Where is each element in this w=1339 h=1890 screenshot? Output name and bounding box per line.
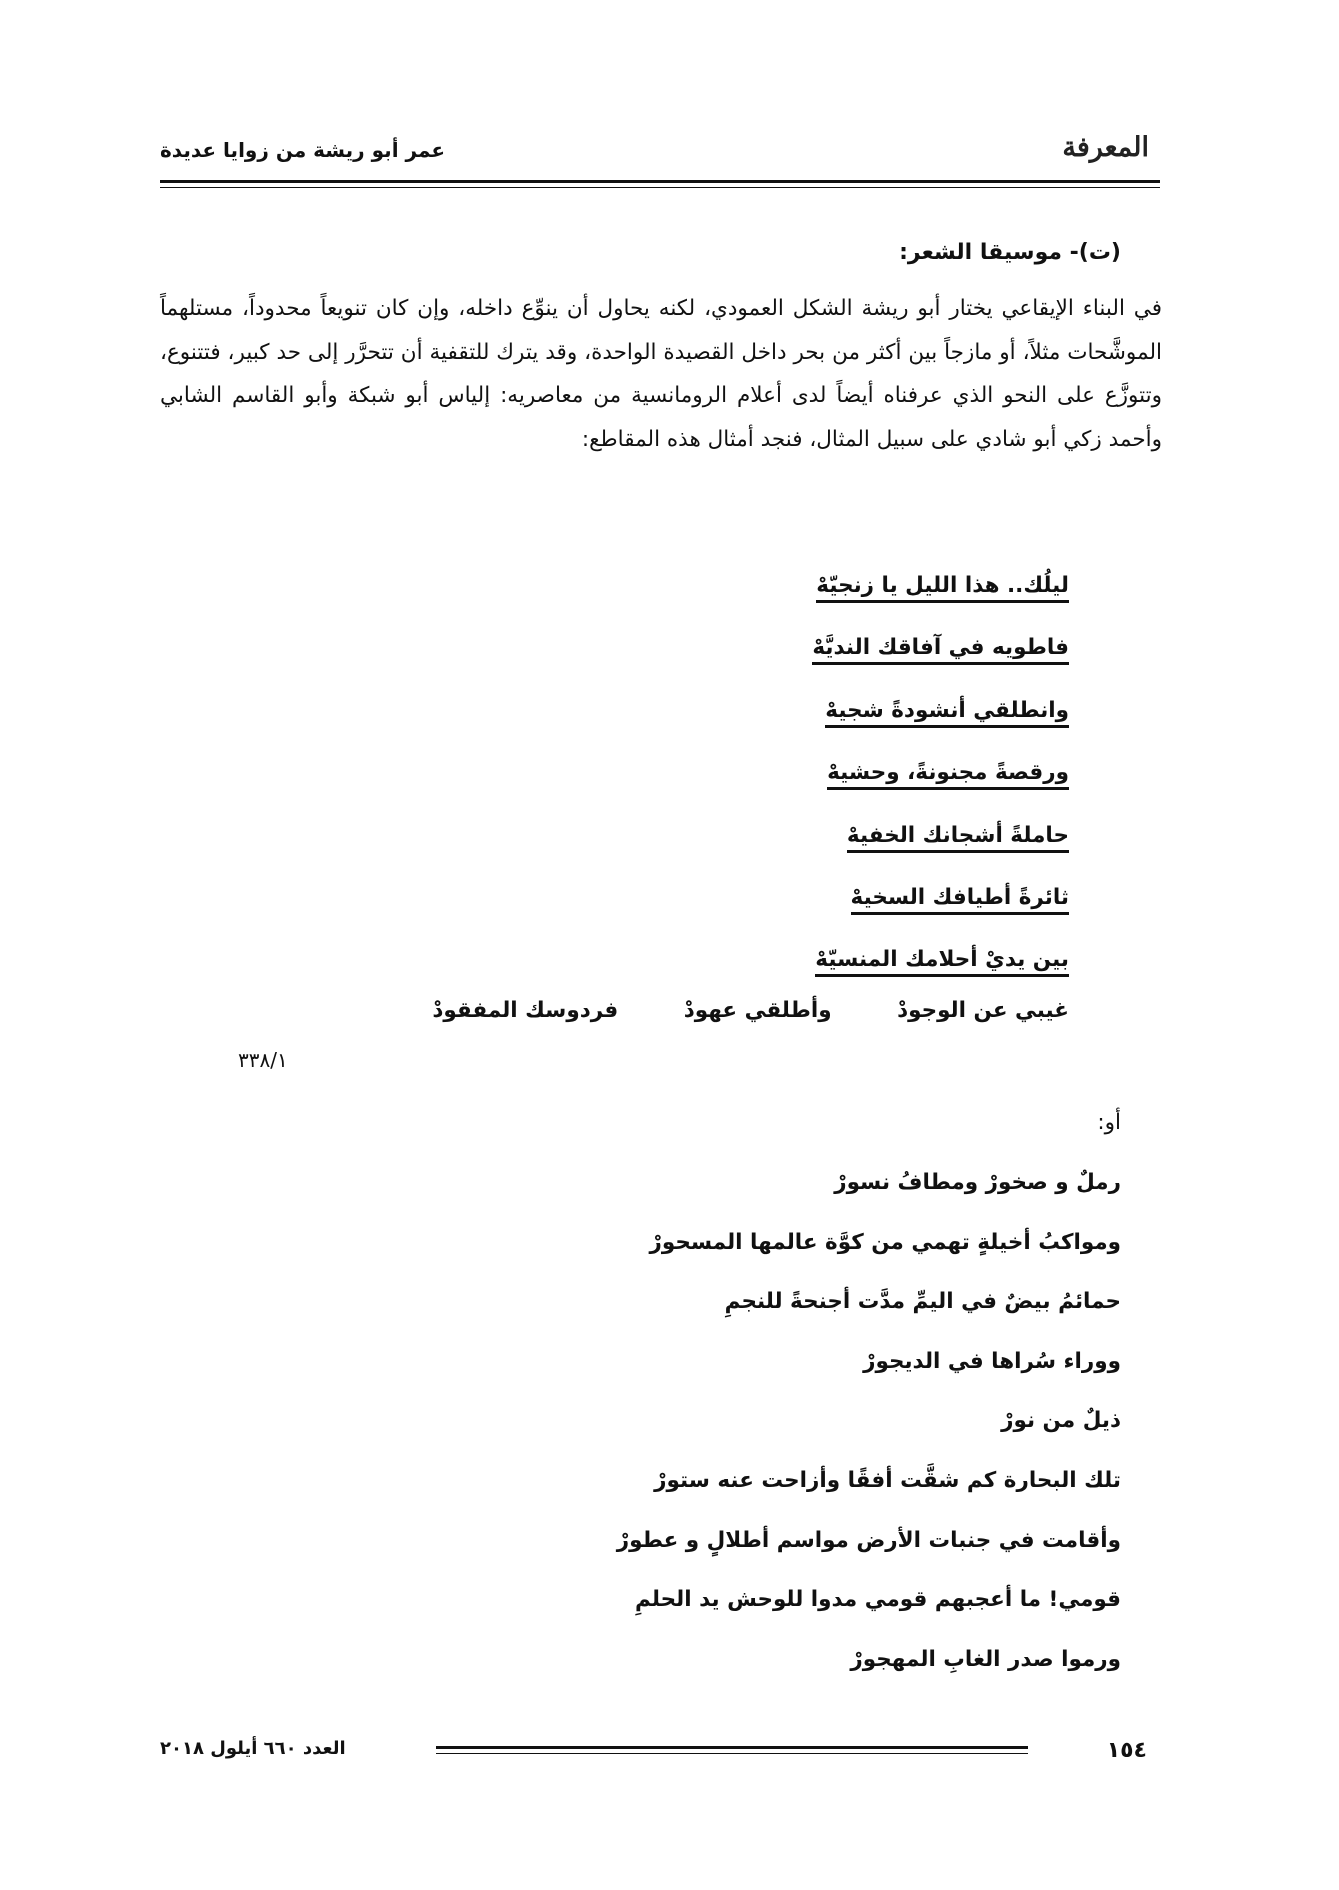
verse-line: ووراء سُراها في الديجورْ bbox=[863, 1348, 1121, 1374]
verse-line: بين يديْ أحلامك المنسيّهْ bbox=[812, 942, 1069, 1004]
footer-rule-thick bbox=[436, 1746, 1028, 1749]
connector-text: أو: bbox=[1097, 1110, 1121, 1135]
verse-line: فاطويه في آفاقك النديَّهْ bbox=[812, 630, 1069, 692]
poem-excerpt-2 bbox=[617, 1165, 1121, 1701]
verse-fragment: فردوسك المفقودْ bbox=[432, 998, 619, 1023]
verse-final-line bbox=[432, 998, 1069, 1023]
verse-line: وانطلقي أنشودةً شجيهْ bbox=[812, 693, 1069, 755]
footer-rule-thin bbox=[436, 1753, 1028, 1754]
citation-reference: ٣٣٨/١ bbox=[238, 1048, 288, 1072]
header-rule-thin bbox=[160, 187, 1160, 188]
verse-line: ومواكبُ أخيلةٍ تهمي من كوَّة عالمها المسحورْ bbox=[649, 1229, 1121, 1255]
verse-fragment: وأطلقي عهودْ bbox=[683, 998, 832, 1023]
header-rule-thick bbox=[160, 180, 1160, 183]
magazine-logo: المعرفة bbox=[1062, 132, 1149, 163]
body-paragraph: في البناء الإيقاعي يختار أبو ريشة الشكل العمودي، لكنه يحاول أن ينوِّع داخله، وإن كان تنويعاً محدوداً، مستلهماً الموشَّحات مثلاً، أو مازجاً بين أكثر من بحر داخل القصيدة الواحدة، وقد يترك للتقفية أن تتحرَّر إلى حد كبير، فتتنوع، وتتوزَّع على النحو الذي عرفناه أيضاً لدى أعلام الرومانسية من معاصريه: إلياس أبو شبكة وأبو القاسم الشابي وأحمد زكي أبو شادي على سبيل المثال، فنجد أمثال هذه المقاطع: bbox=[160, 296, 1162, 452]
verse-line: قومي! ما أعجبهم قومي مدوا للوحش يد الحلمِ bbox=[635, 1587, 1121, 1613]
article-title: عمر أبو ريشة من زوايا عديدة bbox=[160, 138, 446, 162]
section-heading: (ت)- موسيقا الشعر: bbox=[899, 240, 1121, 265]
verse-line: وأقامت في جنبات الأرض مواسم أطلالٍ و عطورْ bbox=[616, 1527, 1121, 1553]
page-number: ١٥٤ bbox=[1106, 1738, 1147, 1763]
verse-line: ورقصةً مجنونةً، وحشيهْ bbox=[812, 755, 1069, 817]
poem-excerpt-1 bbox=[812, 568, 1069, 1005]
verse-line: ذيلٌ من نورْ bbox=[1001, 1408, 1121, 1434]
verse-line: حمائمُ بيضٌ في اليمِّ مدَّت أجنحةً للنجمِ bbox=[724, 1289, 1121, 1315]
issue-info: العدد ٦٦٠ أيلول ٢٠١٨ bbox=[160, 1738, 346, 1759]
verse-line: حاملةً أشجانك الخفيهْ bbox=[812, 818, 1069, 880]
verse-line: رملٌ و صخورْ ومطافُ نسورْ bbox=[834, 1170, 1121, 1195]
verse-line: تلك البحارة كم شقَّت أفقًا وأزاحت عنه ستورْ bbox=[654, 1467, 1121, 1493]
verse-fragment: غيبي عن الوجودْ bbox=[897, 998, 1069, 1023]
verse-line: ثائرةً أطيافك السخيهْ bbox=[812, 880, 1069, 942]
verse-line: ليلُك.. هذا الليل يا زنجيّهْ bbox=[812, 568, 1069, 630]
verse-line: ورموا صدر الغابِ المهجورْ bbox=[850, 1646, 1121, 1672]
